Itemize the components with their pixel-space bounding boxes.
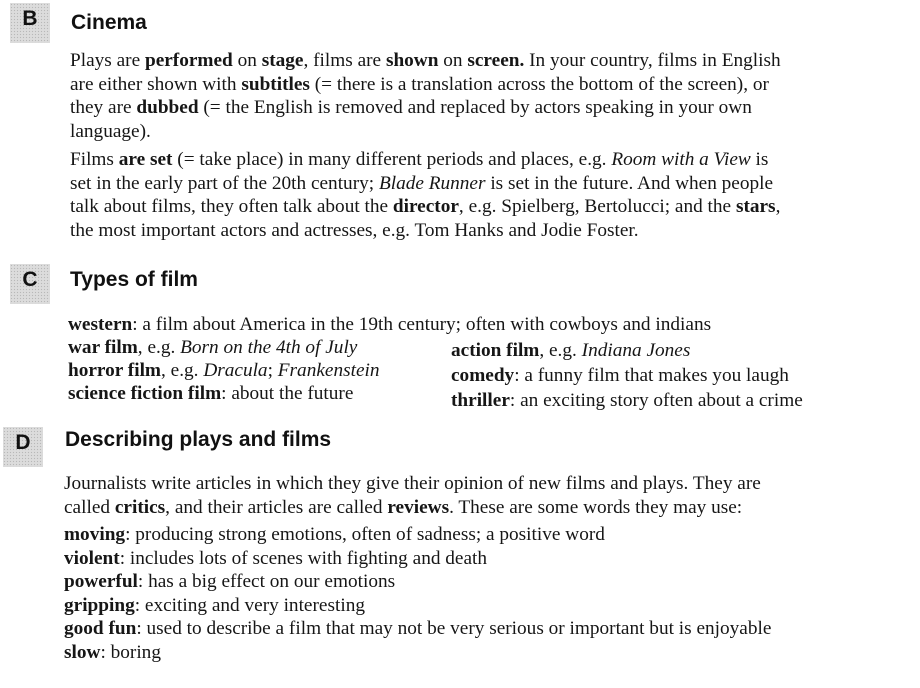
text-line <box>64 523 914 547</box>
text-run: set in the early part of the 20th century; <box>70 172 379 194</box>
key-term: subtitles <box>241 73 310 95</box>
text-run: , e.g. <box>539 340 582 361</box>
key-term: war film <box>68 337 138 358</box>
text-run: on <box>232 50 262 71</box>
section-d-word-list <box>64 523 914 664</box>
text-run: : used to describe a film that may not be very serious or important but is enjoyable <box>136 618 772 639</box>
text-line <box>64 496 904 520</box>
key-term: comedy <box>451 365 515 386</box>
key-term: performed <box>144 50 233 71</box>
section-c-badge <box>10 264 50 304</box>
type-row-3-right <box>451 364 789 387</box>
key-term: reviews <box>387 496 450 518</box>
key-term: powerful <box>64 571 138 592</box>
section-b-paragraph-1 <box>70 49 900 143</box>
text-run: : about the future <box>221 383 354 404</box>
text-run: , <box>775 196 781 217</box>
text-run: are either shown with <box>70 73 242 95</box>
section-d-letter: D <box>15 431 31 454</box>
text-run: . These are some words they may use: <box>449 496 743 518</box>
film-title: Indiana Jones <box>581 340 691 361</box>
film-title: Born on the 4th of July <box>180 337 358 358</box>
text-line <box>70 120 900 144</box>
key-term: violent <box>64 547 120 569</box>
key-term: stage <box>261 50 304 71</box>
section-b-title: Cinema <box>71 11 147 34</box>
text-line <box>64 472 904 496</box>
text-run: called <box>64 496 115 518</box>
text-line <box>64 594 914 618</box>
text-run: talk about films, they often talk about the <box>70 196 393 217</box>
key-term: critics <box>114 496 166 518</box>
text-run: : a film about America in the 19th century; often with cowboys and indians <box>132 314 712 335</box>
section-c-title: Types of film <box>70 268 198 291</box>
text-run: language). <box>70 120 151 142</box>
key-term: gripping <box>64 594 135 616</box>
text-run: : has a big effect on our emotions <box>137 571 396 592</box>
key-term: director <box>392 196 459 217</box>
text-run: In your country, films in English <box>524 50 781 71</box>
text-line <box>70 49 900 73</box>
section-b-badge <box>10 3 50 43</box>
text-run: : a funny film that makes you laugh <box>514 365 789 386</box>
section-b-paragraph-2 <box>70 148 900 242</box>
text-run: , e.g. <box>161 360 204 381</box>
text-line <box>70 148 900 172</box>
text-run: , and their articles are called <box>165 496 388 518</box>
key-term: are set <box>118 149 173 170</box>
text-run: : an exciting story often about a crime <box>509 390 803 411</box>
text-run: : exciting and very interesting <box>134 594 365 616</box>
text-run: : includes lots of scenes with fighting and death <box>119 547 488 569</box>
text-run: (= take place) in many different periods and places, e.g. <box>172 149 612 170</box>
text-run: , films are <box>303 50 386 71</box>
text-run: : boring <box>100 641 161 663</box>
film-title: Blade Runner <box>378 172 486 194</box>
key-term: good fun <box>64 618 137 639</box>
key-term: action film <box>451 340 540 361</box>
type-row-4-left <box>68 382 353 405</box>
text-run: , e.g. Spielberg, Bertolucci; and the <box>458 196 736 217</box>
text-run: ; <box>267 360 278 381</box>
text-run: the most important actors and actresses, e.g. Tom Hanks and Jodie Foster. <box>70 219 639 241</box>
text-run: Plays are <box>70 50 145 71</box>
text-line <box>64 547 914 571</box>
text-line <box>64 570 914 594</box>
key-term: stars <box>735 196 776 217</box>
section-b-letter: B <box>22 7 38 30</box>
key-term: science fiction film <box>68 383 222 404</box>
text-run: (= the English is removed and replaced by actors speaking in your own <box>198 97 752 118</box>
section-d-intro <box>64 472 904 519</box>
type-row-4-right <box>451 389 803 412</box>
key-term: horror film <box>68 360 161 381</box>
type-row-2-right <box>451 339 690 362</box>
text-run: Films <box>70 149 119 170</box>
key-term: thriller <box>451 390 510 411</box>
section-c-letter: C <box>22 268 38 291</box>
film-title: Frankenstein <box>277 360 380 381</box>
type-row-2-left <box>68 336 357 359</box>
text-line <box>64 617 914 641</box>
text-run: : producing strong emotions, often of sadness; a positive word <box>125 524 605 545</box>
text-line <box>70 96 900 120</box>
text-line <box>70 73 900 97</box>
key-term: slow <box>64 641 101 663</box>
text-line <box>70 195 900 219</box>
key-term: western <box>68 314 133 335</box>
text-line <box>64 641 914 665</box>
text-line <box>70 172 900 196</box>
text-run: , e.g. <box>137 337 181 358</box>
type-row-3-left <box>68 359 380 382</box>
text-line <box>70 219 900 243</box>
section-d-title: Describing plays and films <box>65 428 332 451</box>
text-run: they are <box>70 97 137 118</box>
key-term: moving <box>64 524 126 545</box>
key-term: screen. <box>467 50 525 71</box>
text-run: is set in the future. And when people <box>485 172 774 194</box>
section-d-badge <box>3 427 43 467</box>
text-run: is <box>750 149 769 170</box>
film-title: Room with a View <box>611 149 751 170</box>
text-run: Journalists write articles in which they give their opinion of new films and plays. They are <box>64 473 761 494</box>
key-term: shown <box>385 50 439 71</box>
film-title: Dracula <box>203 360 268 381</box>
text-run: (= there is a translation across the bottom of the screen), or <box>309 73 769 95</box>
type-row-1-left <box>68 313 711 336</box>
text-run: on <box>438 50 468 71</box>
key-term: dubbed <box>136 97 199 118</box>
